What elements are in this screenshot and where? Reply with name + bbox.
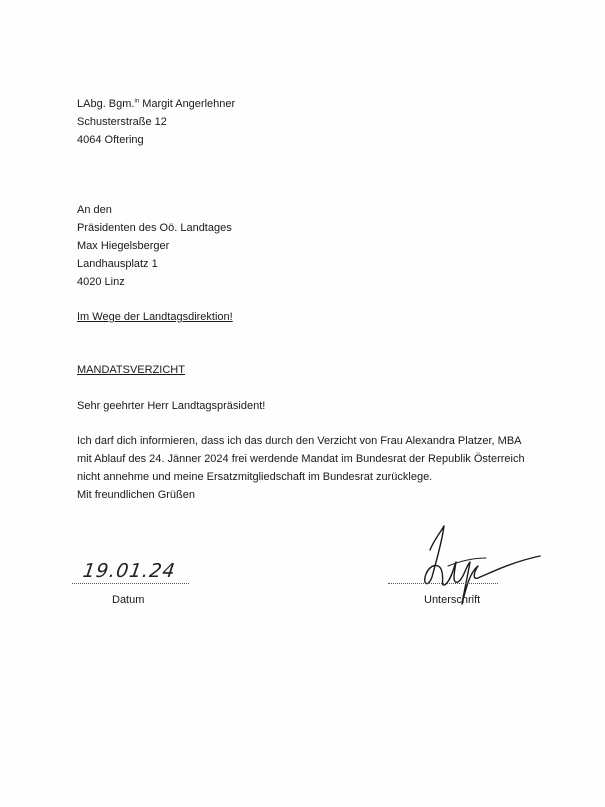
sender-fullname: Margit Angerlehner	[142, 98, 236, 110]
body-line-1: Ich darf dich informieren, dass ich das durch den Verzicht von Frau Alexandra Platzer, MBA	[77, 435, 522, 447]
recipient-line-4: Landhausplatz 1	[77, 258, 158, 270]
date-label: Datum	[112, 594, 145, 606]
subject-text: MANDATSVERZICHT	[77, 364, 185, 376]
salutation	[77, 397, 265, 415]
sender-title: LAbg. Bgm.	[77, 98, 135, 110]
recipient-line-2: Präsidenten des Oö. Landtages	[77, 222, 232, 234]
handwritten-date: 19.01.24	[81, 560, 178, 582]
body-line-3: nicht annehme und meine Ersatzmitgliedschaft im Bundesrat zurücklege.	[77, 471, 433, 483]
body-line-2: mit Ablauf des 24. Jänner 2024 frei werdende Mandat im Bundesrat der Republik Österreich	[77, 453, 525, 465]
sender-address	[77, 95, 235, 149]
routing-note	[77, 308, 233, 326]
letter-body	[77, 432, 525, 504]
subject	[77, 361, 185, 379]
closing-line: Mit freundlichen Grüßen	[77, 489, 195, 501]
sender-city: 4064 Oftering	[77, 134, 144, 146]
signature-dotted-line	[388, 583, 498, 584]
recipient-line-3: Max Hiegelsberger	[77, 240, 170, 252]
recipient-line-1: An den	[77, 204, 112, 216]
signature-label: Unterschrift	[424, 594, 481, 606]
sender-name	[77, 95, 235, 113]
recipient-line-5: 4020 Linz	[77, 276, 125, 288]
routing-text: Im Wege der Landtagsdirektion!	[77, 311, 233, 323]
salutation-text: Sehr geehrter Herr Landtagspräsident!	[77, 400, 266, 412]
sender-title-sup: in	[134, 98, 140, 105]
sender-street: Schusterstraße 12	[77, 116, 167, 128]
date-dotted-line	[72, 583, 189, 584]
recipient-address	[77, 201, 232, 291]
